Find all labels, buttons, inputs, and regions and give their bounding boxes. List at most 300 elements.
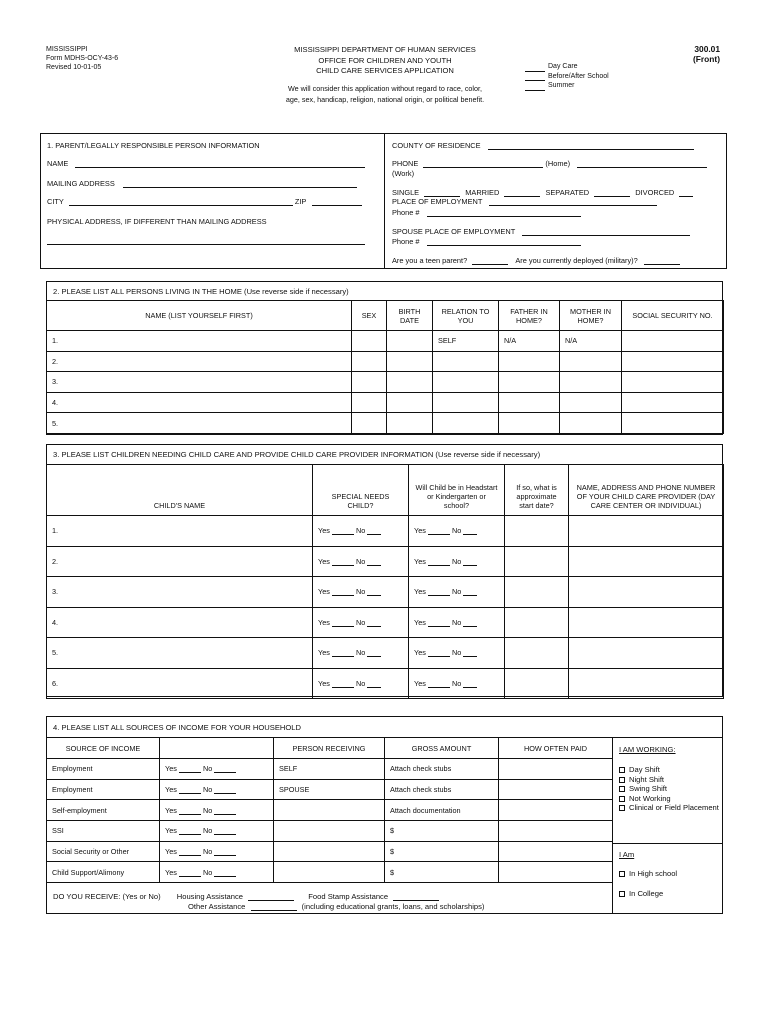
children-table — [46, 464, 724, 699]
income-how-often-cell[interactable] — [499, 779, 613, 800]
no-label: No — [451, 556, 462, 566]
section1-title: 1. PARENT/LEGALLY RESPONSIBLE PERSON INFORMATION — [47, 141, 260, 150]
no-field[interactable] — [214, 765, 236, 773]
home-phone-field[interactable] — [423, 160, 543, 168]
other-assistance-row — [188, 902, 484, 911]
headstart-cell — [409, 638, 505, 669]
section3-title: 3. PLEASE LIST CHILDREN NEEDING CHILD CARE AND PROVIDE CHILD CARE PROVIDER INFORMATION (Use reverse side if necessary) — [47, 445, 722, 465]
employment-field[interactable] — [489, 198, 657, 206]
yes-field[interactable] — [179, 765, 201, 773]
option-label: Not Working — [629, 793, 671, 803]
income-person-cell[interactable]: SPOUSE — [274, 779, 385, 800]
no-label: No — [355, 648, 366, 658]
child-name-cell[interactable]: 5. — [47, 638, 313, 669]
household-cell[interactable] — [387, 331, 433, 352]
headstart-cell — [409, 607, 505, 638]
home-label: (Home) — [545, 159, 571, 168]
no-label: No — [451, 648, 462, 658]
special-needs-cell — [313, 668, 409, 699]
checkbox-icon — [619, 777, 625, 783]
household-cell[interactable] — [387, 372, 433, 393]
household-cell[interactable] — [352, 392, 387, 413]
phone-number-label: Phone # — [392, 208, 420, 217]
household-cell[interactable] — [433, 351, 499, 372]
yes-field[interactable] — [179, 827, 201, 835]
care-type-options — [525, 62, 609, 91]
working-options — [619, 765, 719, 813]
yes-field[interactable] — [332, 649, 354, 657]
working-title: I AM WORKING: — [619, 745, 676, 754]
yes-label: Yes — [318, 556, 330, 566]
no-label: No — [451, 587, 462, 597]
checkbox-icon — [619, 891, 625, 897]
yes-field[interactable] — [179, 807, 201, 815]
household-cell[interactable] — [433, 372, 499, 393]
no-field[interactable] — [463, 588, 477, 596]
city-field[interactable] — [69, 198, 293, 206]
provider-cell[interactable] — [569, 516, 724, 547]
notice-line-1: We will consider this application without regard to race, color, — [287, 84, 483, 93]
header-provider: NAME, ADDRESS AND PHONE NUMBER OF YOUR CHILD CARE PROVIDER (DAY CARE CENTER OR INDIVIDUAL) — [569, 465, 724, 516]
income-person-cell[interactable]: SELF — [274, 759, 385, 780]
teen-parent-label: Are you a teen parent? — [392, 256, 468, 265]
physical-address-label: PHYSICAL ADDRESS, IF DIFFERENT THAN MAILING ADDRESS — [47, 217, 267, 226]
no-field[interactable] — [367, 588, 381, 596]
yes-field[interactable] — [332, 619, 354, 627]
child-name-cell[interactable]: 3. — [47, 577, 313, 608]
start-date-cell[interactable] — [505, 546, 569, 577]
household-cell[interactable]: N/A — [499, 331, 560, 352]
household-name-cell[interactable]: 2. — [47, 351, 352, 372]
provider-cell[interactable] — [569, 577, 724, 608]
yes-field[interactable] — [332, 680, 354, 688]
headstart-cell — [409, 577, 505, 608]
special-needs-cell — [313, 607, 409, 638]
household-name-cell[interactable]: 4. — [47, 392, 352, 413]
yes-label: Yes — [165, 867, 177, 877]
header-sex: SEX — [352, 301, 387, 331]
household-cell[interactable] — [622, 372, 724, 393]
income-amount-cell[interactable]: $ — [385, 821, 499, 842]
phone-row — [392, 159, 707, 168]
married-label: MARRIED — [465, 188, 500, 197]
household-cell[interactable] — [560, 351, 622, 372]
income-how-often-cell[interactable] — [499, 821, 613, 842]
child-name-cell[interactable]: 1. — [47, 516, 313, 547]
revision-date: Revised 10-01-05 — [46, 64, 102, 71]
start-date-cell[interactable] — [505, 607, 569, 638]
housing-field[interactable] — [248, 893, 294, 901]
household-cell[interactable] — [433, 413, 499, 434]
phone-number-label: Phone # — [392, 237, 420, 246]
mailing-address-field[interactable] — [123, 180, 357, 188]
separated-label: SEPARATED — [545, 188, 590, 197]
yes-field[interactable] — [428, 558, 450, 566]
household-cell[interactable] — [387, 351, 433, 372]
household-cell[interactable] — [352, 331, 387, 352]
teen-deployed-row — [392, 256, 680, 265]
income-source-cell: Employment — [47, 779, 160, 800]
spouse-employment-field[interactable] — [522, 228, 690, 236]
yes-field[interactable] — [179, 786, 201, 794]
household-row — [47, 372, 724, 393]
header-person: PERSON RECEIVING — [274, 738, 385, 759]
provider-cell[interactable] — [569, 546, 724, 577]
iam-title: I Am — [619, 850, 635, 859]
household-name-cell[interactable]: 3. — [47, 372, 352, 393]
care-type-day[interactable] — [525, 62, 609, 72]
income-amount-cell[interactable]: Attach documentation — [385, 800, 499, 821]
no-field[interactable] — [214, 848, 236, 856]
no-label: No — [202, 867, 213, 877]
section-income — [46, 716, 723, 914]
header-father: FATHER IN HOME? — [499, 301, 560, 331]
no-field[interactable] — [214, 807, 236, 815]
child-row — [47, 607, 724, 638]
county-label: COUNTY OF RESIDENCE — [392, 141, 481, 150]
section4-title: 4. PLEASE LIST ALL SOURCES OF INCOME FOR YOUR HOUSEHOLD — [47, 717, 722, 738]
income-yes-no-cell — [160, 862, 274, 883]
yes-field[interactable] — [179, 869, 201, 877]
single-field[interactable] — [424, 189, 460, 197]
income-person-cell[interactable] — [274, 800, 385, 821]
provider-cell[interactable] — [569, 607, 724, 638]
household-cell[interactable] — [622, 331, 724, 352]
child-name-cell[interactable]: 6. — [47, 668, 313, 699]
housing-label: Housing Assistance — [176, 892, 244, 901]
household-cell[interactable] — [622, 413, 724, 434]
name-field[interactable] — [75, 160, 365, 168]
special-needs-cell — [313, 546, 409, 577]
city-label: CITY — [47, 197, 64, 206]
yes-label: Yes — [318, 617, 330, 627]
form-number: Form MDHS-OCY-43-6 — [46, 55, 119, 62]
name-row — [47, 159, 365, 168]
no-field[interactable] — [367, 558, 381, 566]
no-label: No — [355, 617, 366, 627]
no-label: No — [355, 556, 366, 566]
child-row — [47, 577, 724, 608]
special-needs-cell — [313, 638, 409, 669]
no-field[interactable] — [367, 619, 381, 627]
no-field[interactable] — [463, 649, 477, 657]
start-date-cell[interactable] — [505, 668, 569, 699]
household-name-cell[interactable]: 1. — [47, 331, 352, 352]
receive-label: DO YOU RECEIVE: (Yes or No) — [53, 892, 161, 901]
state-label: MISSISSIPPI — [46, 46, 88, 53]
option-label: In College — [629, 889, 664, 898]
income-yes-no-cell — [160, 821, 274, 842]
no-field[interactable] — [463, 619, 477, 627]
zip-field[interactable] — [312, 198, 362, 206]
provider-cell[interactable] — [569, 638, 724, 669]
application-title: CHILD CARE SERVICES APPLICATION — [316, 66, 454, 75]
household-table — [46, 300, 724, 434]
household-cell[interactable] — [499, 372, 560, 393]
checkbox-icon — [619, 805, 625, 811]
no-field[interactable] — [463, 558, 477, 566]
employment-phone-row — [392, 208, 581, 217]
care-type-label: Before/After School — [548, 72, 609, 80]
spouse-employment-row — [392, 227, 690, 236]
yes-label: Yes — [414, 648, 426, 658]
child-row — [47, 546, 724, 577]
working-option[interactable] — [619, 784, 719, 794]
deployed-label: Are you currently deployed (military)? — [515, 256, 638, 265]
income-amount-cell[interactable]: Attach check stubs — [385, 759, 499, 780]
household-cell[interactable] — [352, 413, 387, 434]
county-row — [392, 141, 694, 150]
household-cell[interactable] — [499, 351, 560, 372]
header-special-needs: SPECIAL NEEDS CHILD? — [313, 465, 409, 516]
option-label: In High school — [629, 869, 678, 878]
spouse-phone-row — [392, 237, 581, 246]
income-person-cell[interactable] — [274, 841, 385, 862]
income-row — [47, 800, 613, 821]
header-child-name: CHILD'S NAME — [47, 465, 313, 516]
household-cell[interactable] — [352, 351, 387, 372]
county-field[interactable] — [488, 142, 694, 150]
income-source-cell: Employment — [47, 759, 160, 780]
no-label: No — [202, 805, 213, 815]
no-field[interactable] — [214, 786, 236, 794]
care-type-before-after[interactable] — [525, 72, 609, 82]
yes-label: Yes — [165, 785, 177, 795]
child-name-cell[interactable]: 2. — [47, 546, 313, 577]
yes-field[interactable] — [179, 848, 201, 856]
no-field[interactable] — [367, 680, 381, 688]
household-cell[interactable] — [622, 392, 724, 413]
no-label: No — [451, 526, 462, 536]
working-option[interactable] — [619, 794, 719, 804]
child-row — [47, 668, 724, 699]
separated-field[interactable] — [594, 189, 630, 197]
work-phone-field[interactable] — [577, 160, 707, 168]
header-relation: RELATION TO YOU — [433, 301, 499, 331]
household-row — [47, 351, 724, 372]
no-label: No — [451, 678, 462, 688]
option-label: Night Shift — [629, 774, 665, 784]
yes-field[interactable] — [428, 680, 450, 688]
income-person-cell[interactable] — [274, 862, 385, 883]
no-field[interactable] — [214, 869, 236, 877]
household-cell[interactable] — [560, 392, 622, 413]
household-cell[interactable] — [387, 413, 433, 434]
yes-label: Yes — [165, 764, 177, 774]
child-row — [47, 638, 724, 669]
food-field[interactable] — [393, 893, 439, 901]
working-option[interactable] — [619, 765, 719, 775]
employment-phone-field[interactable] — [427, 209, 581, 217]
checkbox-icon — [619, 871, 625, 877]
page-side: (Front) — [693, 54, 720, 64]
other-note: (including educational grants, loans, and scholarships) — [301, 902, 485, 911]
header-birth-date: BIRTH DATE — [387, 301, 433, 331]
single-label: SINGLE — [392, 188, 420, 197]
no-label: No — [202, 847, 213, 857]
header-ssn: SOCIAL SECURITY NO. — [622, 301, 724, 331]
start-date-cell[interactable] — [505, 638, 569, 669]
income-source-cell: Child Support/Alimony — [47, 862, 160, 883]
income-amount-cell[interactable]: $ — [385, 862, 499, 883]
income-row — [47, 821, 613, 842]
header-headstart: Will Child be in Headstart or Kindergarten or school? — [409, 465, 505, 516]
yes-label: Yes — [318, 526, 330, 536]
income-side-divider — [612, 738, 613, 914]
income-source-cell: SSI — [47, 821, 160, 842]
child-name-cell[interactable]: 4. — [47, 607, 313, 638]
yes-label: Yes — [165, 805, 177, 815]
yes-field[interactable] — [428, 588, 450, 596]
income-amount-cell[interactable]: $ — [385, 841, 499, 862]
provider-cell[interactable] — [569, 668, 724, 699]
no-label: No — [202, 826, 213, 836]
section2-title: 2. PLEASE LIST ALL PERSONS LIVING IN THE HOME (Use reverse side if necessary) — [47, 282, 722, 301]
no-field[interactable] — [214, 827, 236, 835]
yes-label: Yes — [318, 678, 330, 688]
household-cell[interactable] — [433, 392, 499, 413]
checkbox-icon — [619, 786, 625, 792]
header-amount: GROSS AMOUNT — [385, 738, 499, 759]
section-parent-info — [40, 133, 727, 269]
header-source: SOURCE OF INCOME — [47, 738, 160, 759]
household-cell[interactable] — [560, 413, 622, 434]
header-yes-no — [160, 738, 274, 759]
no-label: No — [451, 617, 462, 627]
care-type-label: Summer — [548, 82, 575, 89]
no-label: No — [202, 785, 213, 795]
yes-label: Yes — [414, 556, 426, 566]
yes-field[interactable] — [428, 619, 450, 627]
income-yes-no-cell — [160, 841, 274, 862]
income-row — [47, 862, 613, 883]
yes-field[interactable] — [332, 588, 354, 596]
option-label: Swing Shift — [629, 784, 667, 794]
household-name-cell[interactable]: 5. — [47, 413, 352, 434]
spouse-employment-label: SPOUSE PLACE OF EMPLOYMENT — [392, 227, 516, 236]
no-label: No — [355, 587, 366, 597]
marital-status-row — [392, 188, 693, 197]
mailing-row — [47, 179, 357, 188]
no-field[interactable] — [463, 680, 477, 688]
phone-label: PHONE — [392, 159, 419, 168]
option-label: Clinical or Field Placement — [629, 803, 719, 813]
deployed-field[interactable] — [644, 257, 680, 265]
household-cell[interactable] — [622, 351, 724, 372]
special-needs-cell — [313, 516, 409, 547]
option-label: Day Shift — [629, 765, 660, 774]
children-header-row — [47, 465, 724, 516]
household-cell[interactable] — [499, 413, 560, 434]
household-cell[interactable]: SELF — [433, 331, 499, 352]
yes-label: Yes — [165, 826, 177, 836]
married-field[interactable] — [504, 189, 540, 197]
income-how-often-cell[interactable] — [499, 841, 613, 862]
headstart-cell — [409, 516, 505, 547]
employment-label: PLACE OF EMPLOYMENT — [392, 197, 483, 206]
city-row — [47, 197, 362, 206]
working-option[interactable] — [619, 803, 719, 813]
non-discrimination-notice — [230, 84, 540, 105]
income-amount-cell[interactable]: Attach check stubs — [385, 779, 499, 800]
no-label: No — [202, 764, 213, 774]
receive-row — [53, 892, 439, 901]
department-name: MISSISSIPPI DEPARTMENT OF HUMAN SERVICES — [294, 45, 476, 54]
income-yes-no-cell — [160, 759, 274, 780]
spouse-phone-field[interactable] — [427, 238, 581, 246]
physical-address-field[interactable] — [47, 244, 365, 245]
household-cell[interactable]: N/A — [560, 331, 622, 352]
start-date-cell[interactable] — [505, 516, 569, 547]
income-side-divider-2 — [612, 843, 723, 844]
household-cell[interactable] — [499, 392, 560, 413]
household-cell[interactable] — [387, 392, 433, 413]
header-mother: MOTHER IN HOME? — [560, 301, 622, 331]
special-needs-cell — [313, 577, 409, 608]
no-field[interactable] — [367, 527, 381, 535]
yes-field[interactable] — [332, 527, 354, 535]
form-code: 300.01 — [694, 44, 720, 54]
zip-label: ZIP — [294, 197, 307, 206]
income-how-often-cell[interactable] — [499, 800, 613, 821]
form-code-block — [693, 44, 720, 64]
yes-label: Yes — [414, 617, 426, 627]
section-household-members — [46, 281, 723, 435]
yes-label: Yes — [165, 847, 177, 857]
yes-field[interactable] — [428, 527, 450, 535]
headstart-cell — [409, 546, 505, 577]
yes-field[interactable] — [428, 649, 450, 657]
yes-field[interactable] — [332, 558, 354, 566]
divorced-field[interactable] — [679, 189, 693, 197]
yes-label: Yes — [414, 678, 426, 688]
household-row — [47, 331, 724, 352]
yes-label: Yes — [414, 587, 426, 597]
food-label: Food Stamp Assistance — [308, 892, 389, 901]
iam-college[interactable] — [619, 889, 663, 898]
household-cell[interactable] — [352, 372, 387, 393]
divorced-label: DIVORCED — [635, 188, 675, 197]
no-label: No — [355, 678, 366, 688]
household-cell[interactable] — [560, 372, 622, 393]
income-row — [47, 759, 613, 780]
header-name: NAME (LIST YOURSELF FIRST) — [47, 301, 352, 331]
headstart-cell — [409, 668, 505, 699]
care-type-label: Day Care — [548, 63, 578, 70]
teen-parent-field[interactable] — [472, 257, 508, 265]
iam-high-school[interactable] — [619, 869, 677, 878]
notice-line-2: age, sex, handicap, religion, national origin, or political benefit. — [285, 94, 485, 104]
working-option[interactable] — [619, 775, 719, 785]
income-how-often-cell[interactable] — [499, 862, 613, 883]
section-divider — [384, 134, 385, 268]
employment-row — [392, 197, 657, 206]
checkbox-icon — [619, 767, 625, 773]
income-row — [47, 841, 613, 862]
income-source-cell: Self-employment — [47, 800, 160, 821]
no-field[interactable] — [463, 527, 477, 535]
agency-heading — [230, 45, 540, 77]
other-field[interactable] — [251, 903, 297, 911]
mailing-label: MAILING ADDRESS — [47, 179, 115, 188]
start-date-cell[interactable] — [505, 577, 569, 608]
income-yes-no-cell — [160, 800, 274, 821]
income-person-cell[interactable] — [274, 821, 385, 842]
header-how-often: HOW OFTEN PAID — [499, 738, 613, 759]
no-field[interactable] — [367, 649, 381, 657]
income-how-often-cell[interactable] — [499, 759, 613, 780]
care-type-summer[interactable] — [525, 81, 609, 91]
